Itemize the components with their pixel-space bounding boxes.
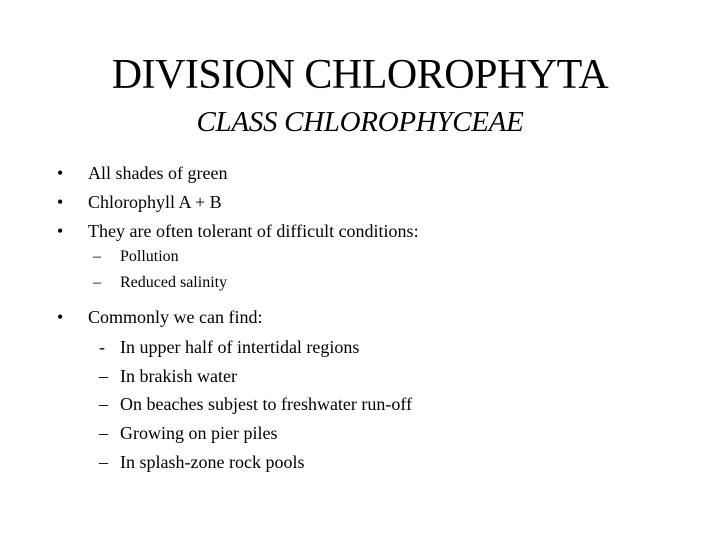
dash-marker: – [93, 274, 101, 291]
find-item-text: In brakish water [120, 366, 237, 386]
sub-bullet-text: Pollution [120, 248, 179, 265]
sub-bullet-text: Reduced salinity [120, 274, 228, 291]
find-item-text: On beaches subjest to freshwater run-off [120, 394, 413, 414]
find-item [99, 336, 659, 358]
find-item-text: In upper half of intertidal regions [120, 337, 360, 357]
dash-marker: – [99, 394, 108, 414]
bullet-marker: • [57, 192, 64, 212]
bullet-item [57, 162, 657, 184]
dash-marker: – [99, 452, 108, 472]
find-item-text: Growing on pier piles [120, 423, 278, 443]
bullet-item [57, 306, 657, 328]
bullet-text: All shades of green [88, 163, 228, 183]
find-item [99, 365, 659, 387]
find-item [99, 422, 659, 444]
find-item [99, 451, 659, 473]
bullet-text: Commonly we can find: [88, 307, 263, 327]
hyphen-marker: - [99, 337, 105, 357]
slide-subtitle: CLASS CHLOROPHYCEAE [196, 106, 524, 138]
dash-marker: – [93, 248, 101, 265]
bullet-marker: • [57, 163, 64, 183]
bullet-marker: • [57, 221, 64, 241]
find-item-text: In splash-zone rock pools [120, 452, 305, 472]
slide-title: DIVISION CHLOROPHYTA [111, 52, 609, 98]
bullet-item [57, 191, 657, 213]
bullet-text: Chlorophyll A + B [88, 192, 222, 212]
find-item [99, 393, 679, 415]
sub-bullet-item [93, 273, 653, 293]
bullet-text: They are often tolerant of difficult conditions: [88, 221, 419, 241]
sub-bullet-item [93, 247, 653, 267]
dash-marker: – [99, 423, 108, 443]
bullet-marker: • [57, 307, 64, 327]
bullet-item [57, 220, 677, 242]
dash-marker: – [99, 366, 108, 386]
